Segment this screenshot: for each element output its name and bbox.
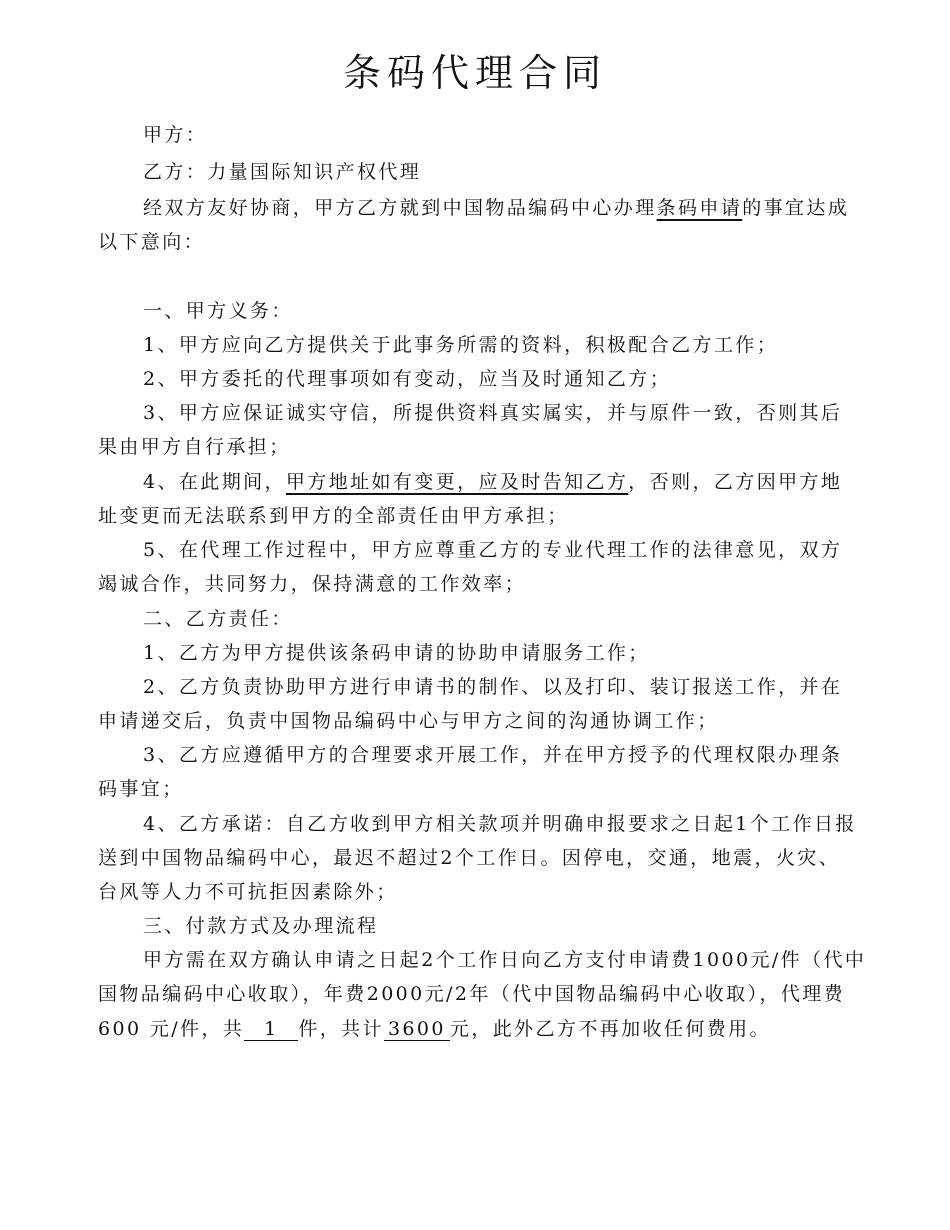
section-2-heading: 二、乙方责任： (143, 608, 293, 630)
s3-text-c: 元，此外乙方不再加收任何费用。 (449, 1018, 771, 1040)
s2-item-2-line-1: 2、乙方负责协助甲方进行申请书的制作、以及打印、装订报送工作，并在 (143, 676, 843, 698)
intro-text-a: 经双方友好协商，甲方乙方就到中国物品编码中心办理 (143, 197, 657, 219)
s3-line-3 (98, 1016, 858, 1042)
s2-item-3-line-2: 码事宜； (98, 778, 184, 800)
intro-text-b: 的事宜达成 (742, 197, 850, 219)
s2-item-1: 1、乙方为甲方提供该条码申请的协助申请服务工作； (143, 642, 650, 664)
s1-item-4-line-2: 址变更而无法联系到甲方的全部责任由甲方承担； (98, 505, 569, 527)
s2-item-4-line-2: 送到中国物品编码中心，最迟不超过2个工作日。因停电，交通，地震，火灾、 (98, 847, 841, 869)
section-3-heading: 三、付款方式及办理流程 (143, 915, 379, 937)
s1-item-4-underlined: 甲方地址如有变更，应及时告知乙方 (285, 471, 629, 493)
intro-underlined-term: 条码申请 (656, 197, 743, 219)
s1-item-5-line-2: 竭诚合作，共同努力，保持满意的工作效率； (98, 573, 527, 595)
intro-line-2: 以下意向： (98, 231, 206, 253)
s1-item-3-line-2: 果由甲方自行承担； (98, 436, 291, 458)
s1-item-4-text-b: ，否则，乙方因甲方地 (628, 471, 843, 493)
party-a-line: 甲方： (143, 124, 208, 146)
s3-line-1: 甲方需在双方确认申请之日起2个工作日向乙方支付申请费1000元/件（代中 (143, 949, 867, 971)
total-blank: 3600 (384, 1018, 450, 1041)
document-title: 条码代理合同 (342, 51, 607, 95)
s1-item-2: 2、甲方委托的代理事项如有变动，应当及时通知乙方； (143, 368, 672, 390)
s2-item-2-line-2: 申请递交后，负责中国物品编码中心与甲方之间的沟通协调工作； (98, 710, 719, 732)
section-1-heading: 一、甲方义务： (143, 300, 293, 322)
s2-item-4-line-1: 4、乙方承诺：自乙方收到甲方相关款项并明确申报要求之日起1个工作日报 (143, 813, 857, 835)
s3-text-b: 件，共计 (298, 1018, 384, 1040)
intro-line-1 (143, 195, 858, 221)
s3-text-a: 600 元/件，共 (98, 1018, 245, 1040)
party-b-line: 乙方：力量国际知识产权代理 (143, 161, 422, 183)
s1-item-5-line-1: 5、在代理工作过程中，甲方应尊重乙方的专业代理工作的法律意见，双方 (143, 539, 843, 561)
s2-item-4-line-3: 台风等人力不可抗拒因素除外； (98, 881, 398, 903)
count-blank: 1 (244, 1018, 298, 1041)
s1-item-3-line-1: 3、甲方应保证诚实守信，所提供资料真实属实，并与原件一致，否则其后 (143, 402, 843, 424)
s1-item-1: 1、甲方应向乙方提供关于此事务所需的资料，积极配合乙方工作； (143, 334, 779, 356)
s3-line-2: 国物品编码中心收取），年费2000元/2年（代中国物品编码中心收取），代理费 (98, 983, 846, 1005)
s1-item-4-text-a: 4、在此期间， (143, 471, 286, 493)
s1-item-4-line-1 (143, 469, 858, 495)
s2-item-3-line-1: 3、乙方应遵循甲方的合理要求开展工作，并在甲方授予的代理权限办理条 (143, 744, 843, 766)
